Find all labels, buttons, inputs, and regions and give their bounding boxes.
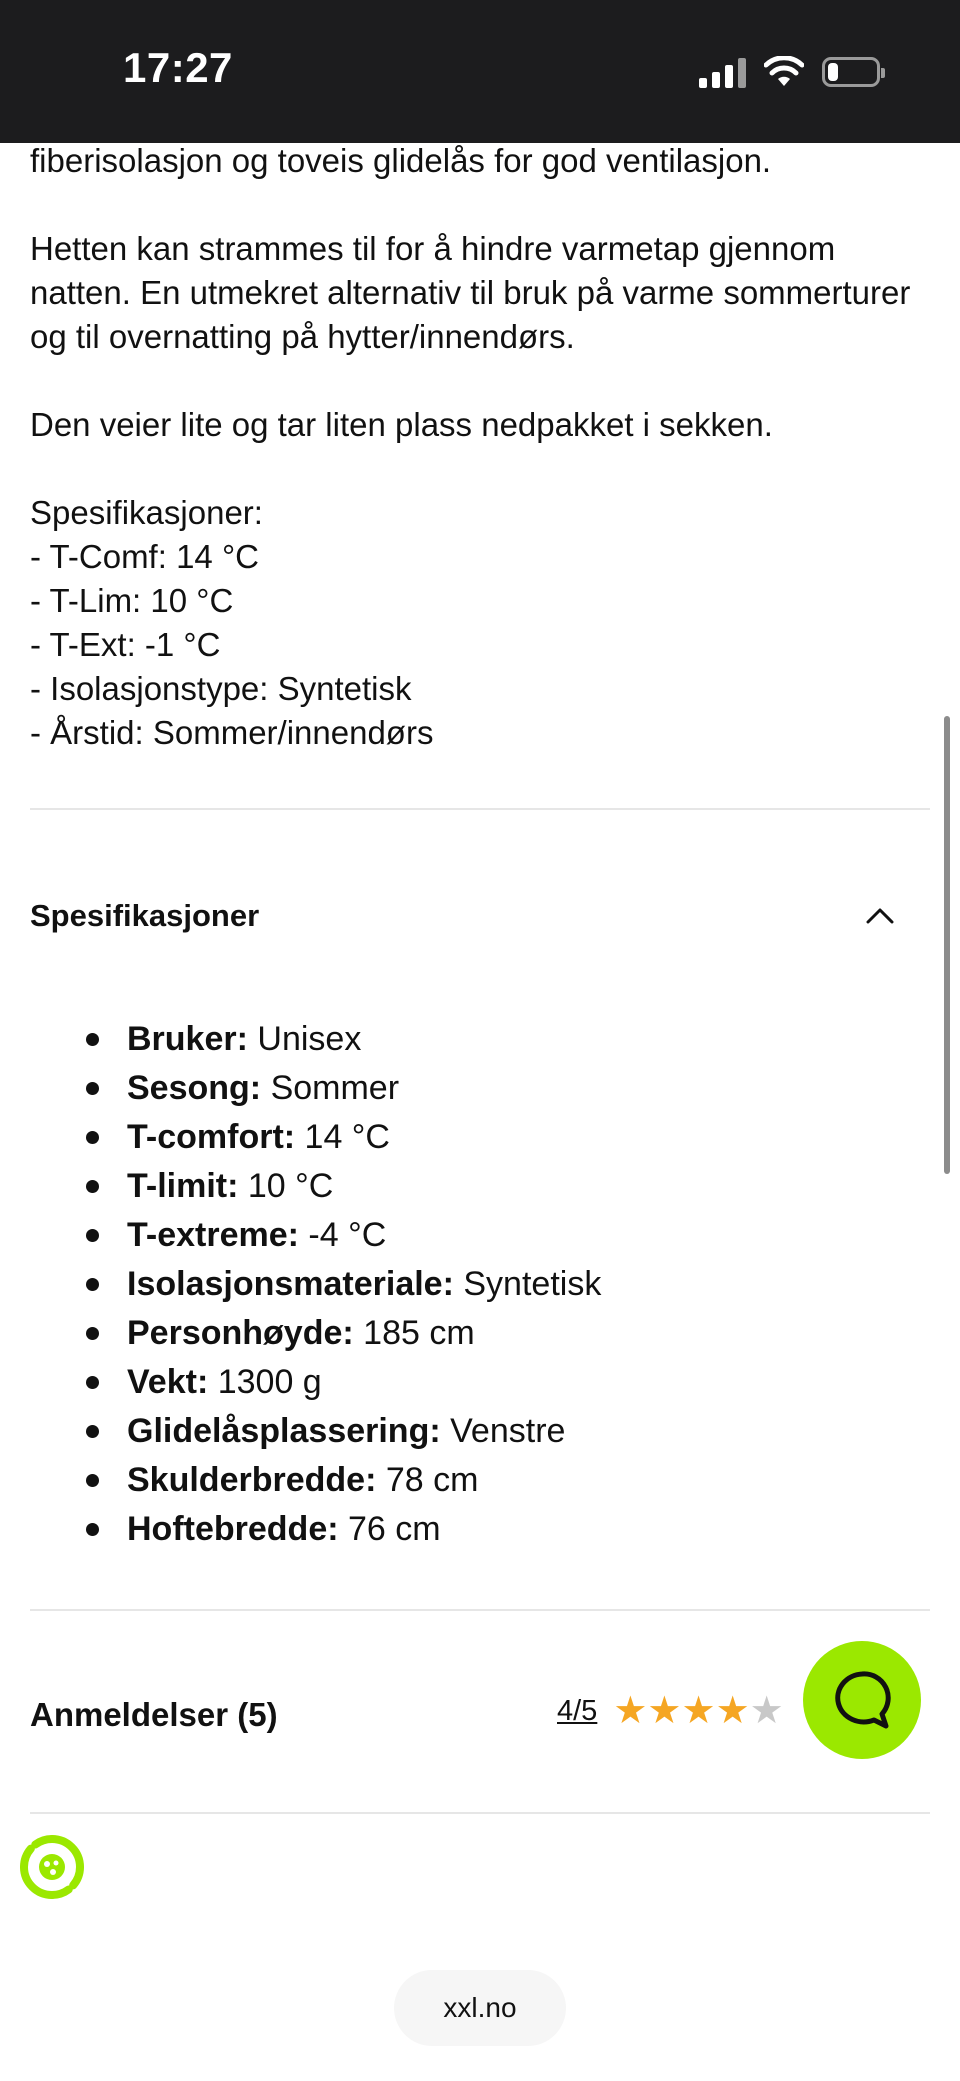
signal-icon — [699, 56, 746, 88]
star-filled-icon: ★ — [715, 1690, 750, 1732]
spec-item — [30, 1260, 930, 1309]
description-spec-line: - Årstid: Sommer/innendørs — [30, 714, 434, 751]
browser-url-text: xxl.no — [443, 1992, 517, 2023]
chevron-up-icon[interactable] — [860, 896, 900, 936]
spec-label: Glidelåsplassering: — [127, 1412, 441, 1450]
spec-value: 10 °C — [247, 1167, 334, 1205]
spec-label: T-limit: — [127, 1167, 239, 1205]
wifi-icon — [764, 56, 804, 88]
spec-value: Unisex — [257, 1020, 362, 1058]
eco-cycle-icon[interactable] — [18, 1833, 86, 1901]
description-spec-line: - Isolasjonstype: Syntetisk — [30, 670, 412, 707]
divider — [30, 1609, 930, 1611]
spec-label: T-extreme: — [127, 1216, 299, 1254]
spec-value: Venstre — [450, 1412, 566, 1450]
spec-item — [30, 1162, 930, 1211]
spec-label: Isolasjonsmateriale: — [127, 1265, 454, 1303]
spec-value: -4 °C — [308, 1216, 387, 1254]
spec-label: Skulderbredde: — [127, 1461, 377, 1499]
spec-value: Syntetisk — [463, 1265, 602, 1303]
specifications-accordion-header[interactable] — [30, 888, 930, 944]
star-filled-icon: ★ — [681, 1690, 716, 1732]
description-spec-line: - T-Ext: -1 °C — [30, 626, 221, 663]
star-empty-icon: ★ — [749, 1690, 784, 1732]
spec-label: Bruker: — [127, 1020, 248, 1058]
description-partial-line: fiberisolasjon og toveis glidelås for god ventilasjon. — [30, 142, 772, 179]
spec-item — [30, 1358, 930, 1407]
battery-icon — [822, 57, 880, 87]
spec-label: Vekt: — [127, 1363, 209, 1401]
star-filled-icon: ★ — [647, 1690, 682, 1732]
status-bar — [0, 0, 960, 143]
description-spec-line: - T-Comf: 14 °C — [30, 538, 259, 575]
divider — [30, 808, 930, 810]
description-spec-line: - T-Lim: 10 °C — [30, 582, 234, 619]
spec-label: T-comfort: — [127, 1118, 296, 1156]
spec-value: 14 °C — [304, 1118, 390, 1156]
description-paragraph-1: Hetten kan strammes til for å hindre varmetap gjennom natten. En utmekret alternativ til bruk på varme sommerturer og til overnatting på hytter/innendørs. — [30, 230, 911, 355]
spec-item — [30, 1015, 930, 1064]
product-description — [30, 143, 930, 755]
spec-value: 185 cm — [363, 1314, 475, 1352]
reviews-accordion-header[interactable] — [30, 1680, 930, 1750]
spec-item — [30, 1505, 930, 1554]
spec-label: Hoftebredde: — [127, 1510, 339, 1548]
divider — [30, 1812, 930, 1814]
specifications-list — [30, 1015, 930, 1554]
chat-button[interactable] — [803, 1641, 921, 1759]
browser-url-bar[interactable] — [394, 1970, 566, 2046]
status-icons — [699, 52, 880, 92]
spec-item — [30, 1211, 930, 1260]
battery-level — [828, 63, 838, 81]
spec-value: Sommer — [270, 1069, 400, 1107]
rating-text-link[interactable]: 4/5 — [557, 1694, 598, 1727]
rating-summary[interactable] — [557, 1692, 784, 1730]
rating-stars — [613, 1692, 783, 1730]
scrollbar-thumb[interactable] — [944, 716, 950, 1174]
spec-item — [30, 1113, 930, 1162]
spec-item — [30, 1309, 930, 1358]
spec-value: 76 cm — [348, 1510, 441, 1548]
description-specs-heading: Spesifikasjoner: — [30, 494, 263, 531]
spec-value: 1300 g — [217, 1363, 322, 1401]
spec-item — [30, 1064, 930, 1113]
description-paragraph-2: Den veier lite og tar liten plass nedpakket i sekken. — [30, 406, 773, 443]
status-time: 17:27 — [123, 44, 233, 91]
specifications-title: Spesifikasjoner — [30, 898, 260, 933]
spec-item — [30, 1456, 930, 1505]
spec-item — [30, 1407, 930, 1456]
chat-bubble-icon — [830, 1668, 894, 1732]
spec-label: Personhøyde: — [127, 1314, 354, 1352]
spec-value: 78 cm — [385, 1461, 479, 1499]
spec-label: Sesong: — [127, 1069, 262, 1107]
reviews-title: Anmeldelser (5) — [30, 1696, 278, 1733]
star-filled-icon: ★ — [613, 1690, 648, 1732]
